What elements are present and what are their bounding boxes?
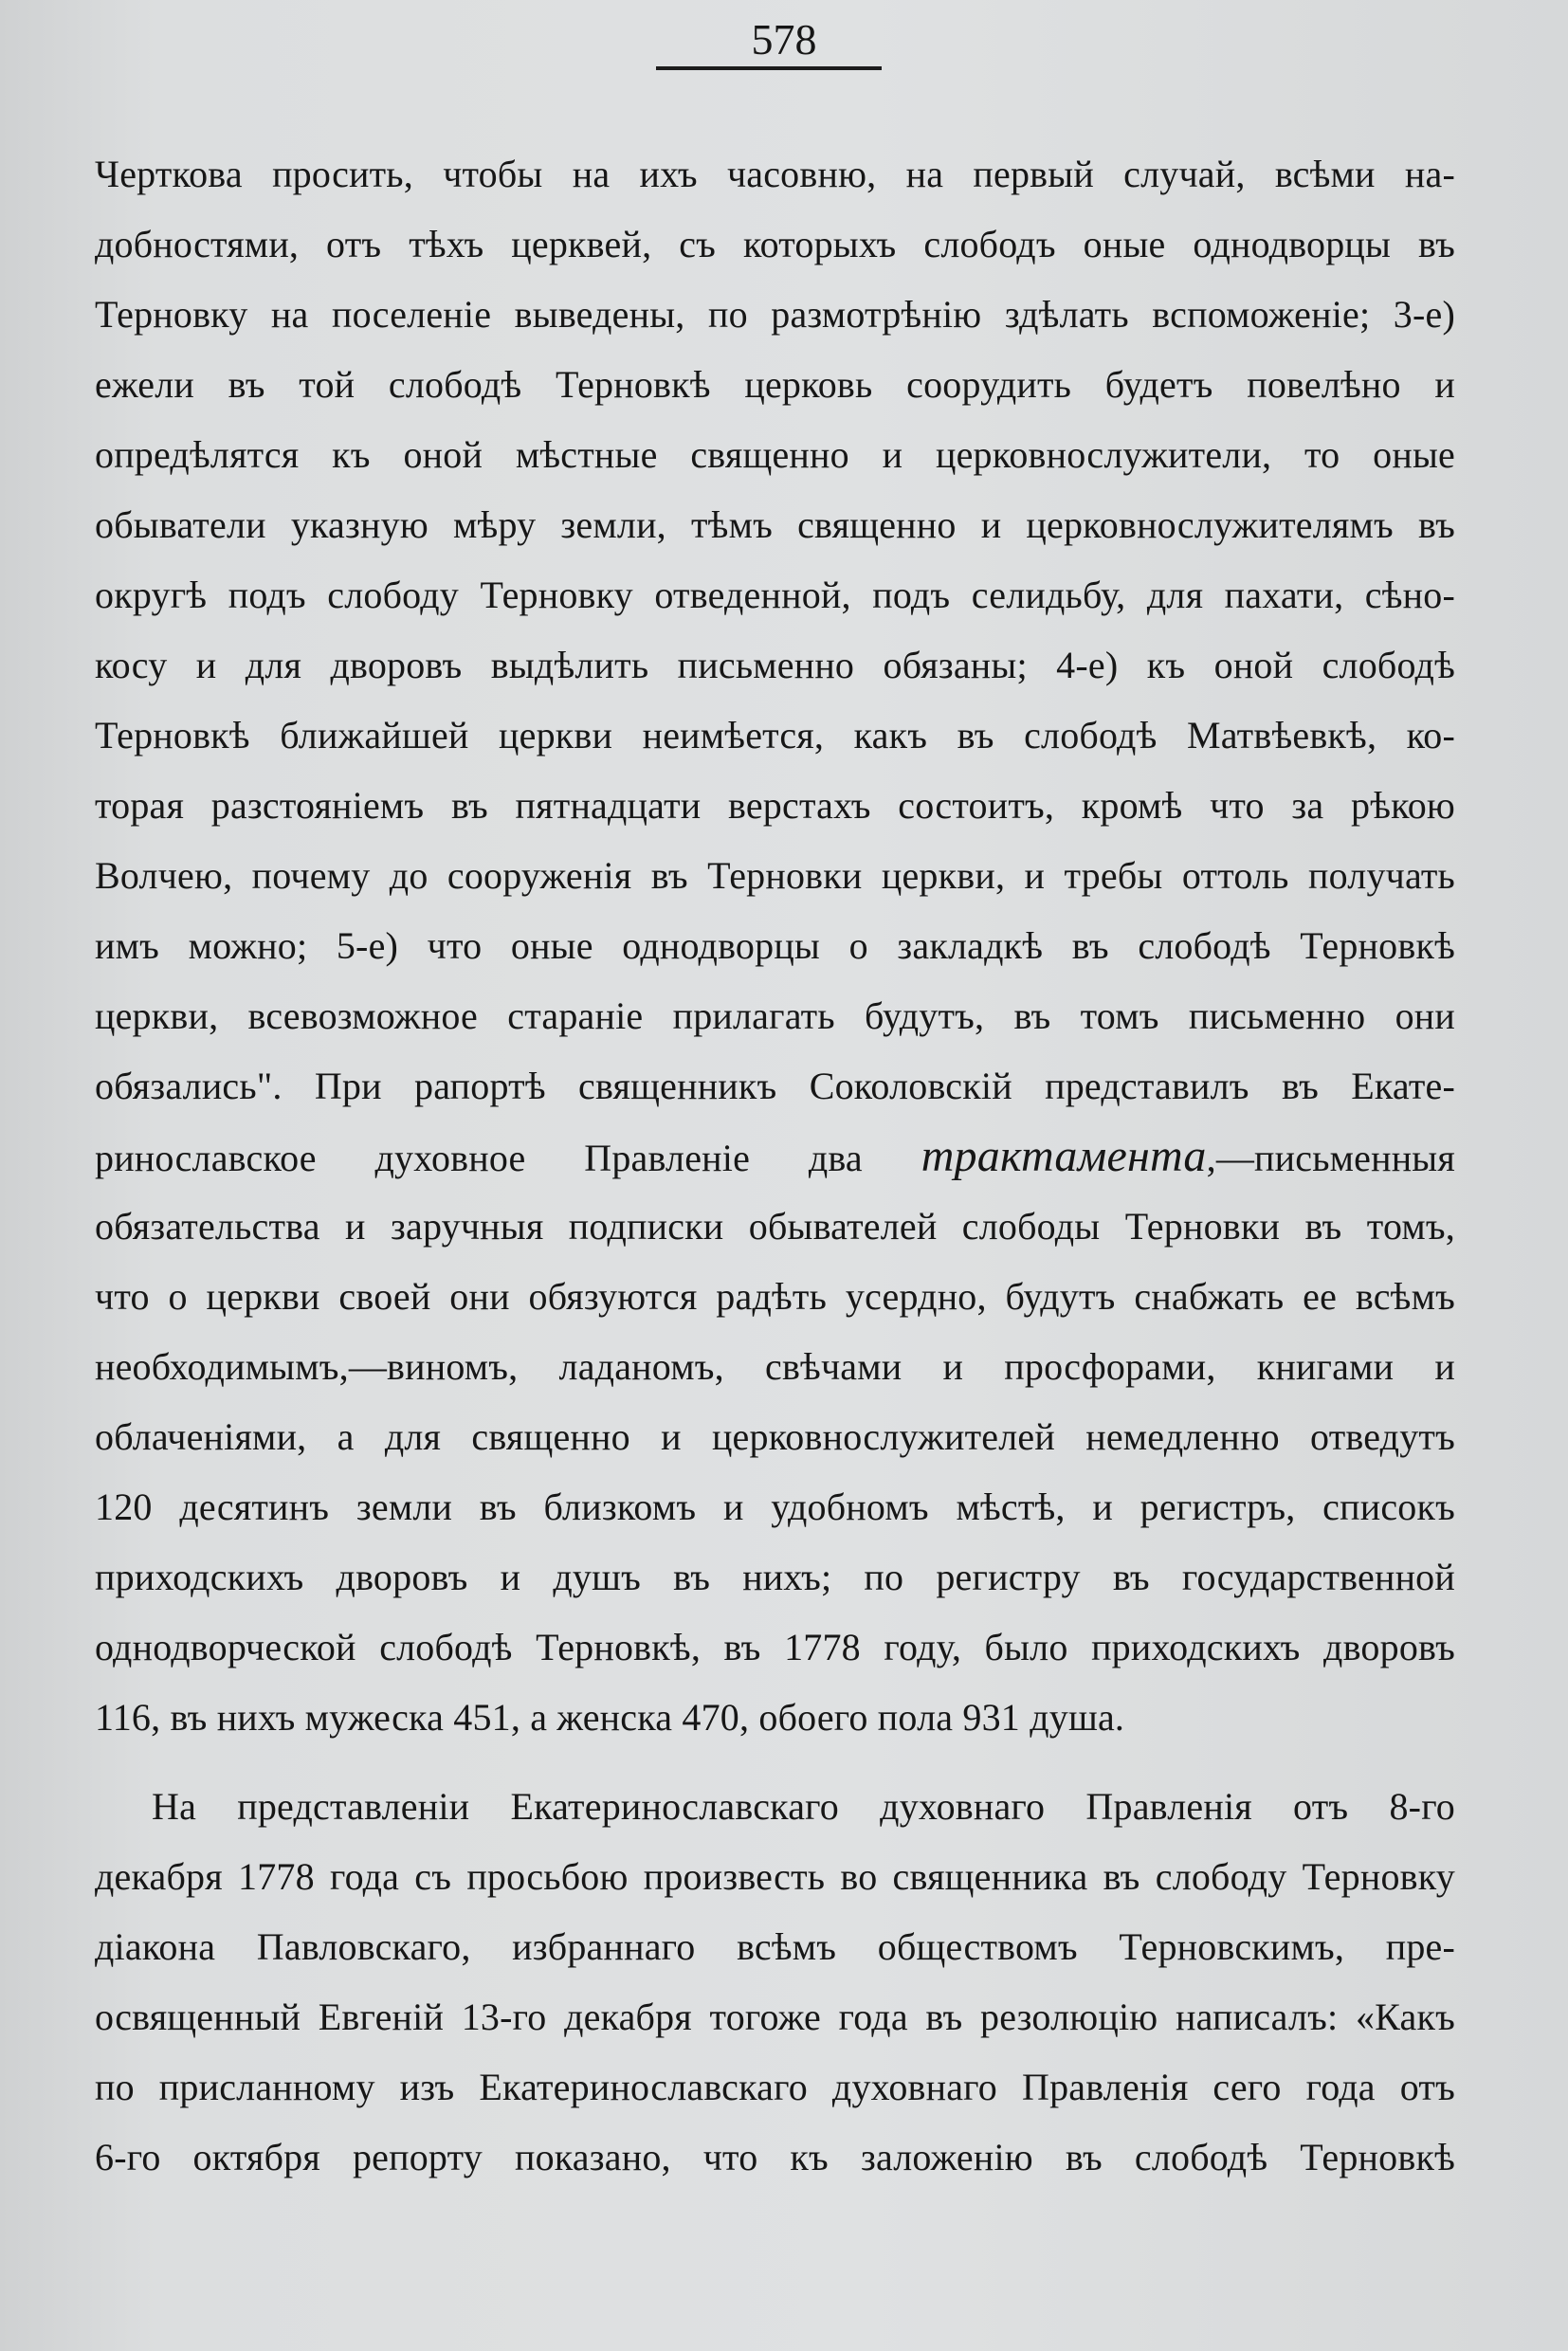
text-line: обязательства и заручныя подписки обывателей слободы Терновки въ томъ, (95, 1205, 1455, 1248)
emph-line-after: ,—письменныя (1206, 1137, 1455, 1179)
text-line: Волчею, почему до сооруженія въ Терновки церкви, и требы оттоль получать (95, 854, 1455, 897)
text-line: ежели въ той слободѣ Терновкѣ церковь соорудить будетъ повелѣно и (95, 363, 1455, 406)
text-line: торая разстояніемъ въ пятнадцати верстахъ состоитъ, кромѣ что за рѣкою (95, 784, 1455, 827)
text-line: освященный Евгеній 13-го декабря тогоже года въ резолюцію написалъ: «Какъ (95, 1996, 1455, 2038)
text-line: 6-го октября репорту показано, что къ заложенію въ слободѣ Терновкѣ (95, 2136, 1455, 2178)
text-line: приходскихъ дворовъ и душъ въ нихъ; по регистру въ государственной (95, 1556, 1455, 1598)
text-line: обязались". При рапортѣ священникъ Соколовскій представилъ въ Екате- (95, 1065, 1455, 1107)
text-line: косу и для дворовъ выдѣлить письменно обязаны; 4-е) къ оной слободѣ (95, 644, 1455, 686)
text-line: церкви, всевозможное стараніе прилагать будутъ, въ томъ письменно они (95, 994, 1455, 1037)
text-line: Черткова просить, чтобы на ихъ часовню, на первый случай, всѣми на- (95, 153, 1455, 195)
text-line-emphasis (95, 1126, 1455, 1187)
text-line: облаченіями, а для священно и церковнослужителей немедленно отведутъ (95, 1415, 1455, 1458)
page-number-rule (656, 66, 882, 70)
page-number: 578 (751, 15, 817, 64)
text-line: опредѣлятся къ оной мѣстные священно и церковнослужители, то оные (95, 433, 1455, 476)
text-line: имъ можно; 5-е) что оные однодворцы о закладкѣ въ слободѣ Терновкѣ (95, 924, 1455, 967)
text-line: 120 десятинъ земли въ близкомъ и удобномъ мѣстѣ, и регистръ, списокъ (95, 1485, 1455, 1528)
text-line: 116, въ нихъ мужеска 451, а женска 470, обоего пола 931 душа. (95, 1696, 1125, 1739)
emphasized-term: трактамента (921, 1131, 1207, 1181)
text-line: по присланному изъ Екатеринославскаго духовнаго Правленія сего года отъ (95, 2066, 1455, 2108)
text-line: обыватели указную мѣру земли, тѣмъ священно и церковнослужителямъ въ (95, 503, 1455, 546)
text-line: добностями, отъ тѣхъ церквей, съ которыхъ слободъ оные однодворцы въ (95, 223, 1455, 265)
text-line: что о церкви своей они обязуются радѣть усердно, будутъ снабжать ее всѣмъ (95, 1275, 1455, 1318)
text-line: діакона Павловскаго, избраннаго всѣмъ обществомъ Терновскимъ, пре- (95, 1925, 1455, 1968)
text-line: необходимымъ,—виномъ, ладаномъ, свѣчами и просфорами, книгами и (95, 1345, 1455, 1388)
text-line: однодворческой слободѣ Терновкѣ, въ 1778 году, было приходскихъ дворовъ (95, 1626, 1455, 1668)
text-line: Терновкѣ ближайшей церкви неимѣется, какъ въ слободѣ Матвѣевкѣ, ко- (95, 714, 1455, 756)
text-line: Терновку на поселеніе выведены, по размотрѣнію здѣлать вспоможеніе; 3-е) (95, 293, 1455, 336)
text-line: округѣ подъ слободу Терновку отведенной, подъ селидьбу, для пахати, сѣно- (95, 574, 1455, 616)
text-line: На представленіи Екатеринославскаго духовнаго Правленія отъ 8-го (152, 1785, 1455, 1828)
emph-line-before: ринославское духовное Правленіе два (95, 1137, 921, 1179)
text-line: декабря 1778 года съ просьбою произвесть во священника въ слободу Терновку (95, 1855, 1455, 1898)
